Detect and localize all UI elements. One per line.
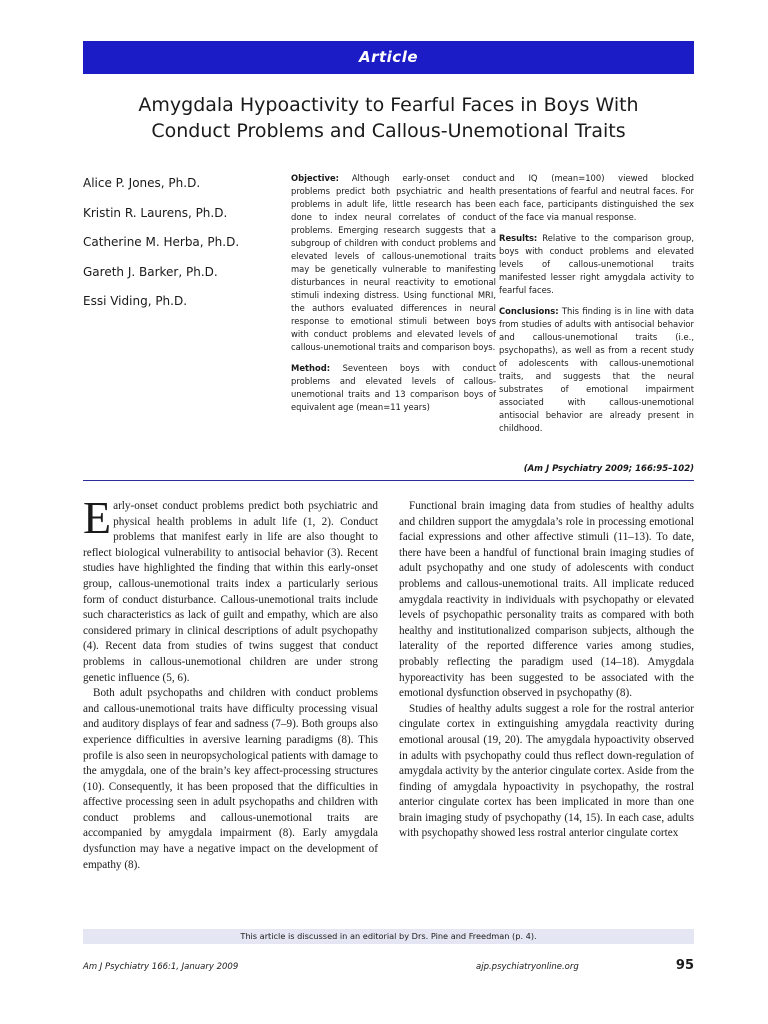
author-name: Gareth J. Barker, Ph.D.: [83, 264, 218, 279]
abstract-conclusions: [499, 305, 694, 435]
article-type-banner: Article: [83, 41, 694, 74]
objective-text: Although early-onset conduct problems predict both psychiatric and health problems in adult life, little research has been done to index neural correlates of conduct problems. Emerging research suggests that a subgroup of children with conduct problems and elevated levels of callous-unemotional traits may be genetically vulnerable to manifesting disturbances in neural reactivity to emotional stimuli indexing distress. Using functional MRI, the authors evaluated differences in neural response to emotional stimuli between boys with conduct problems and elevated levels of callous-unemotional traits and comparison boys.: [291, 173, 496, 352]
body-paragraph-text: arly-onset conduct problems predict both psychiatric and physical health problems in adult life (1, 2). Conduct problems that manifest early in life are also thought to reflect biological vulnerability to antisocial behavior (3). Recent studies have highlighted the finding that within this early-onset group, callous-unemotional traits index a particularly serious form of conduct disturbance. Callous-unemotional traits include such characteristics as lack of guilt and empathy, which are also considered primary in clinical descriptions of adult psychopathy (4). Recent data from studies of twins suggest that conduct problems in callous-unemotional children are under strong genetic influence (5, 6).: [83, 500, 378, 684]
conclusions-text: This finding is in line with data from studies of adults with antisocial behavior and callous-unemotional traits (i.e., psychopaths), as well as from a recent study of adolescents with callous-unemotional traits, and suggests that the neural substrates of emotional impairment associated with callous-unemotional antisocial behavior are already present in childhood.: [499, 306, 694, 433]
objective-label: Objective:: [291, 173, 339, 183]
body-paragraph: Studies of healthy adults suggest a role for the rostral anterior cingulate cortex in extinguishing amygdala reactivity during emotional arousal (19, 20). The amygdala hypoactivity observed in adults with psychopathy could thus reflect down-regulation of amygdala activity by the anterior cingulate cortex. Aside from the finding of amygdala hypoactivity in psychopathy, the rostral anterior cingulate cortex has been implicated in more than one brain imaging study of psychopathy (14, 15). In each case, adults with psychopathy showed less rostral anterior cingulate cortex: [399, 702, 694, 840]
author-name: Alice P. Jones, Ph.D.: [83, 176, 201, 190]
page-number: 95: [675, 958, 694, 973]
results-text: Relative to the comparison group, boys with conduct problems and elevated levels of callous-unemotional traits manifested lesser right amygdala activity to fearful faces.: [499, 233, 694, 295]
abstract-method-continued: and IQ (mean=100) viewed blocked presentations of fearful and neutral faces. For each face, participants distinguished the sex of the face via manual response.: [499, 173, 694, 222]
article-title: [83, 92, 694, 144]
section-divider: [83, 480, 694, 481]
drop-cap: E: [83, 492, 112, 543]
editorial-note: This article is discussed in an editorial by Drs. Pine and Freedman (p. 4).: [83, 929, 694, 944]
results-label: Results:: [499, 233, 538, 243]
author-name: Catherine M. Herba, Ph.D.: [83, 235, 240, 249]
journal-citation: (Am J Psychiatry 2009; 166:95–102): [523, 464, 694, 474]
abstract-method: [291, 362, 496, 414]
body-paragraph: Functional brain imaging data from studies of healthy adults and children support the amygdala’s role in processing emotional facial expressions and other affective stimuli (11–13). To date, there have been a handful of functional brain imaging studies of adult psychopathy and one study of adolescents with conduct problems and callous-unemotional traits. All implicate reduced amygdala reactivity in individuals with psychopathy or elevated levels of psychopathic personality traits as compared with both healthy and institutionalized comparison subjects, although the laterality of the reported difference varies among studies, probably reflecting the paradigm used (14–18). Amygdala hyporeactivity has been suggested to be associated with the emotional dysfunction observed in psychopathy (8).: [399, 500, 694, 700]
method-text: Seventeen boys with conduct problems and elevated levels of callous-unemotional traits and 13 comparison boys of equivalent age (mean=11 years): [291, 363, 496, 412]
author-name: Kristin R. Laurens, Ph.D.: [83, 205, 228, 220]
title-line-1: Amygdala Hypoactivity to Fearful Faces in Boys With: [138, 94, 639, 116]
body-column-right: [399, 499, 694, 842]
abstract-results: [499, 232, 694, 297]
abstract-column-right: [499, 172, 694, 443]
abstract-objective: [291, 172, 496, 354]
footer-website[interactable]: ajp.psychiatryonline.org: [476, 962, 579, 972]
method-label: Method:: [291, 363, 331, 373]
body-paragraph: Both adult psychopaths and children with conduct problems and callous-unemotional traits have difficulty processing visual and auditory displays of fear and sadness (7–9). Both groups also experience difficulties in aversive learning paradigms (8). This profile is also seen in neuropsychological patients with damage to the amygdala, one of the brain’s key affect-processing structures (10). Consequently, it has been proposed that the difficulties in affective processing seen in adult psychopaths and children with conduct problems and callous-unemotional traits are accompanied by amygdala impairment (8). Early amygdala dysfunction may have a negative impact on the development of empathy (8).: [83, 687, 378, 871]
body-column-left: [83, 492, 378, 873]
abstract-column-left: [291, 172, 496, 422]
conclusions-label: Conclusions:: [499, 306, 559, 316]
author-list: [83, 173, 283, 321]
author-name: Essi Viding, Ph.D.: [83, 294, 188, 308]
footer-journal: Am J Psychiatry 166:1, January 2009: [83, 962, 239, 972]
body-paragraph: [83, 492, 378, 686]
title-line-2: Conduct Problems and Callous-Unemotional Traits: [151, 120, 626, 142]
